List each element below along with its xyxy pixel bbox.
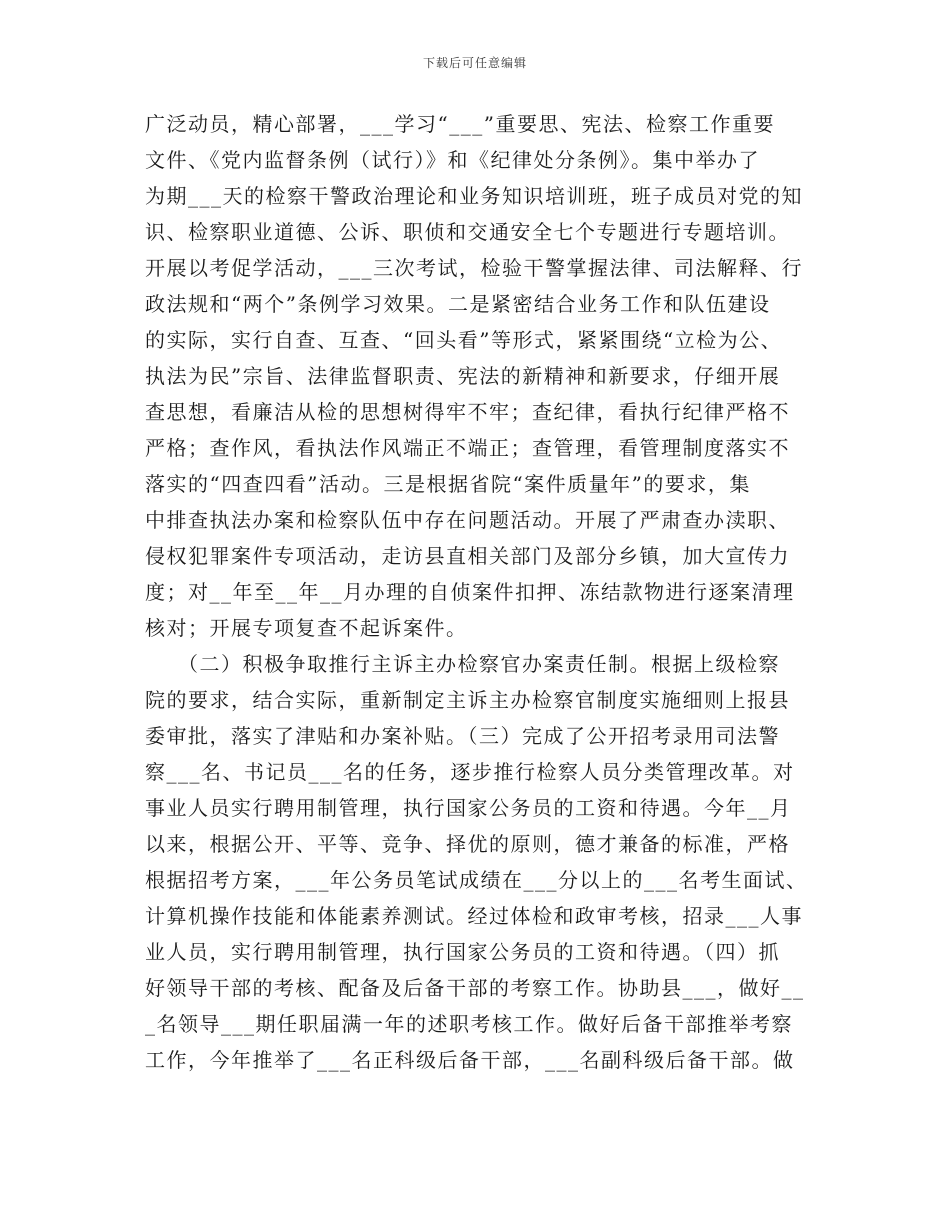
text-line: （二）积极争取推行主诉主办检察官办案责任制。根据上级检察 [145,652,780,676]
text-line: 查思想，看廉洁从检的思想树得牢不牢；查纪律，看执行纪律严格不 [145,400,790,424]
text-line: 文件、《党内监督条例（试行）》和《纪律处分条例》。集中举办了 [145,148,760,172]
text-line: 识、检察职业道德、公诉、职侦和交通安全七个专题进行专题培训。 [145,220,790,244]
text-line: 以来，根据公开、平等、竞争、择优的原则，德才兼备的标准，严格 [145,832,790,856]
text-line: 开展以考促学活动，___三次考试，检验干警掌握法律、司法解释、行 [145,256,803,280]
text-line: 中排查执法办案和检察队伍中存在问题活动。开展了严肃查办渎职、 [145,508,790,532]
body-text [145,106,808,1078]
text-line: 业人员，实行聘用制管理，执行国家公务员的工资和待遇。（四）抓 [145,940,780,964]
text-line: 政法规和“两个”条例学习效果。二是紧密结合业务工作和队伍建设 [145,292,771,316]
text-line: 度；对__年至__年__月办理的自侦案件扣押、冻结款物进行逐案清理 [145,580,795,604]
text-line: 广泛动员，精心部署，___学习“___”重要思、宪法、检察工作重要 [145,112,775,136]
text-line: 委审批，落实了津贴和办案补贴。（三）完成了公开招考录用司法警 [145,724,780,748]
text-line: 核对；开展专项复查不起诉案件。 [145,616,468,640]
text-line: 执法为民”宗旨、法律监督职责、宪法的新精神和新要求，仔细开展 [145,364,781,388]
text-line: 院的要求，结合实际，重新制定主诉主办检察官制度实施细则上报县 [145,688,790,712]
text-line: 好领导干部的考核、配备及后备干部的考察工作。协助县___，做好__ [145,976,805,1000]
text-line: 事业人员实行聘用制管理，执行国家公务员的工资和待遇。今年__月 [145,796,792,820]
text-line: 落实的“四查四看”活动。三是根据省院“案件质量年”的要求，集 [145,472,751,496]
text-line: 工作，今年推举了___名正科级后备干部，___名副科级后备干部。做 [145,1048,795,1072]
page-header: 下载后可任意编辑 [422,56,527,70]
text-line: 严格；查作风，看执法作风端正不端正；查管理，看管理制度落实不 [145,436,790,460]
text-line: 侵权犯罪案件专项活动，走访县直相关部门及部分乡镇，加大宣传力 [145,544,790,568]
text-line: 计算机操作技能和体能素养测试。经过体检和政审考核，招录___人事 [145,904,803,928]
text-line: 根据招考方案，___年公务员笔试成绩在___分以上的___名考生面试、 [145,868,808,892]
text-line: _名领导___期任职届满一年的述职考核工作。做好后备干部推举考察 [145,1012,793,1036]
text-line: 察___名、书记员___名的任务，逐步推行检察人员分类管理改革。对 [145,760,795,784]
text-line: 为期___天的检察干警政治理论和业务知识培训班，班子成员对党的知 [145,184,803,208]
text-line: 的实际，实行自查、互查、“回头看”等形式，紧紧围绕“立检为公、 [145,328,783,352]
